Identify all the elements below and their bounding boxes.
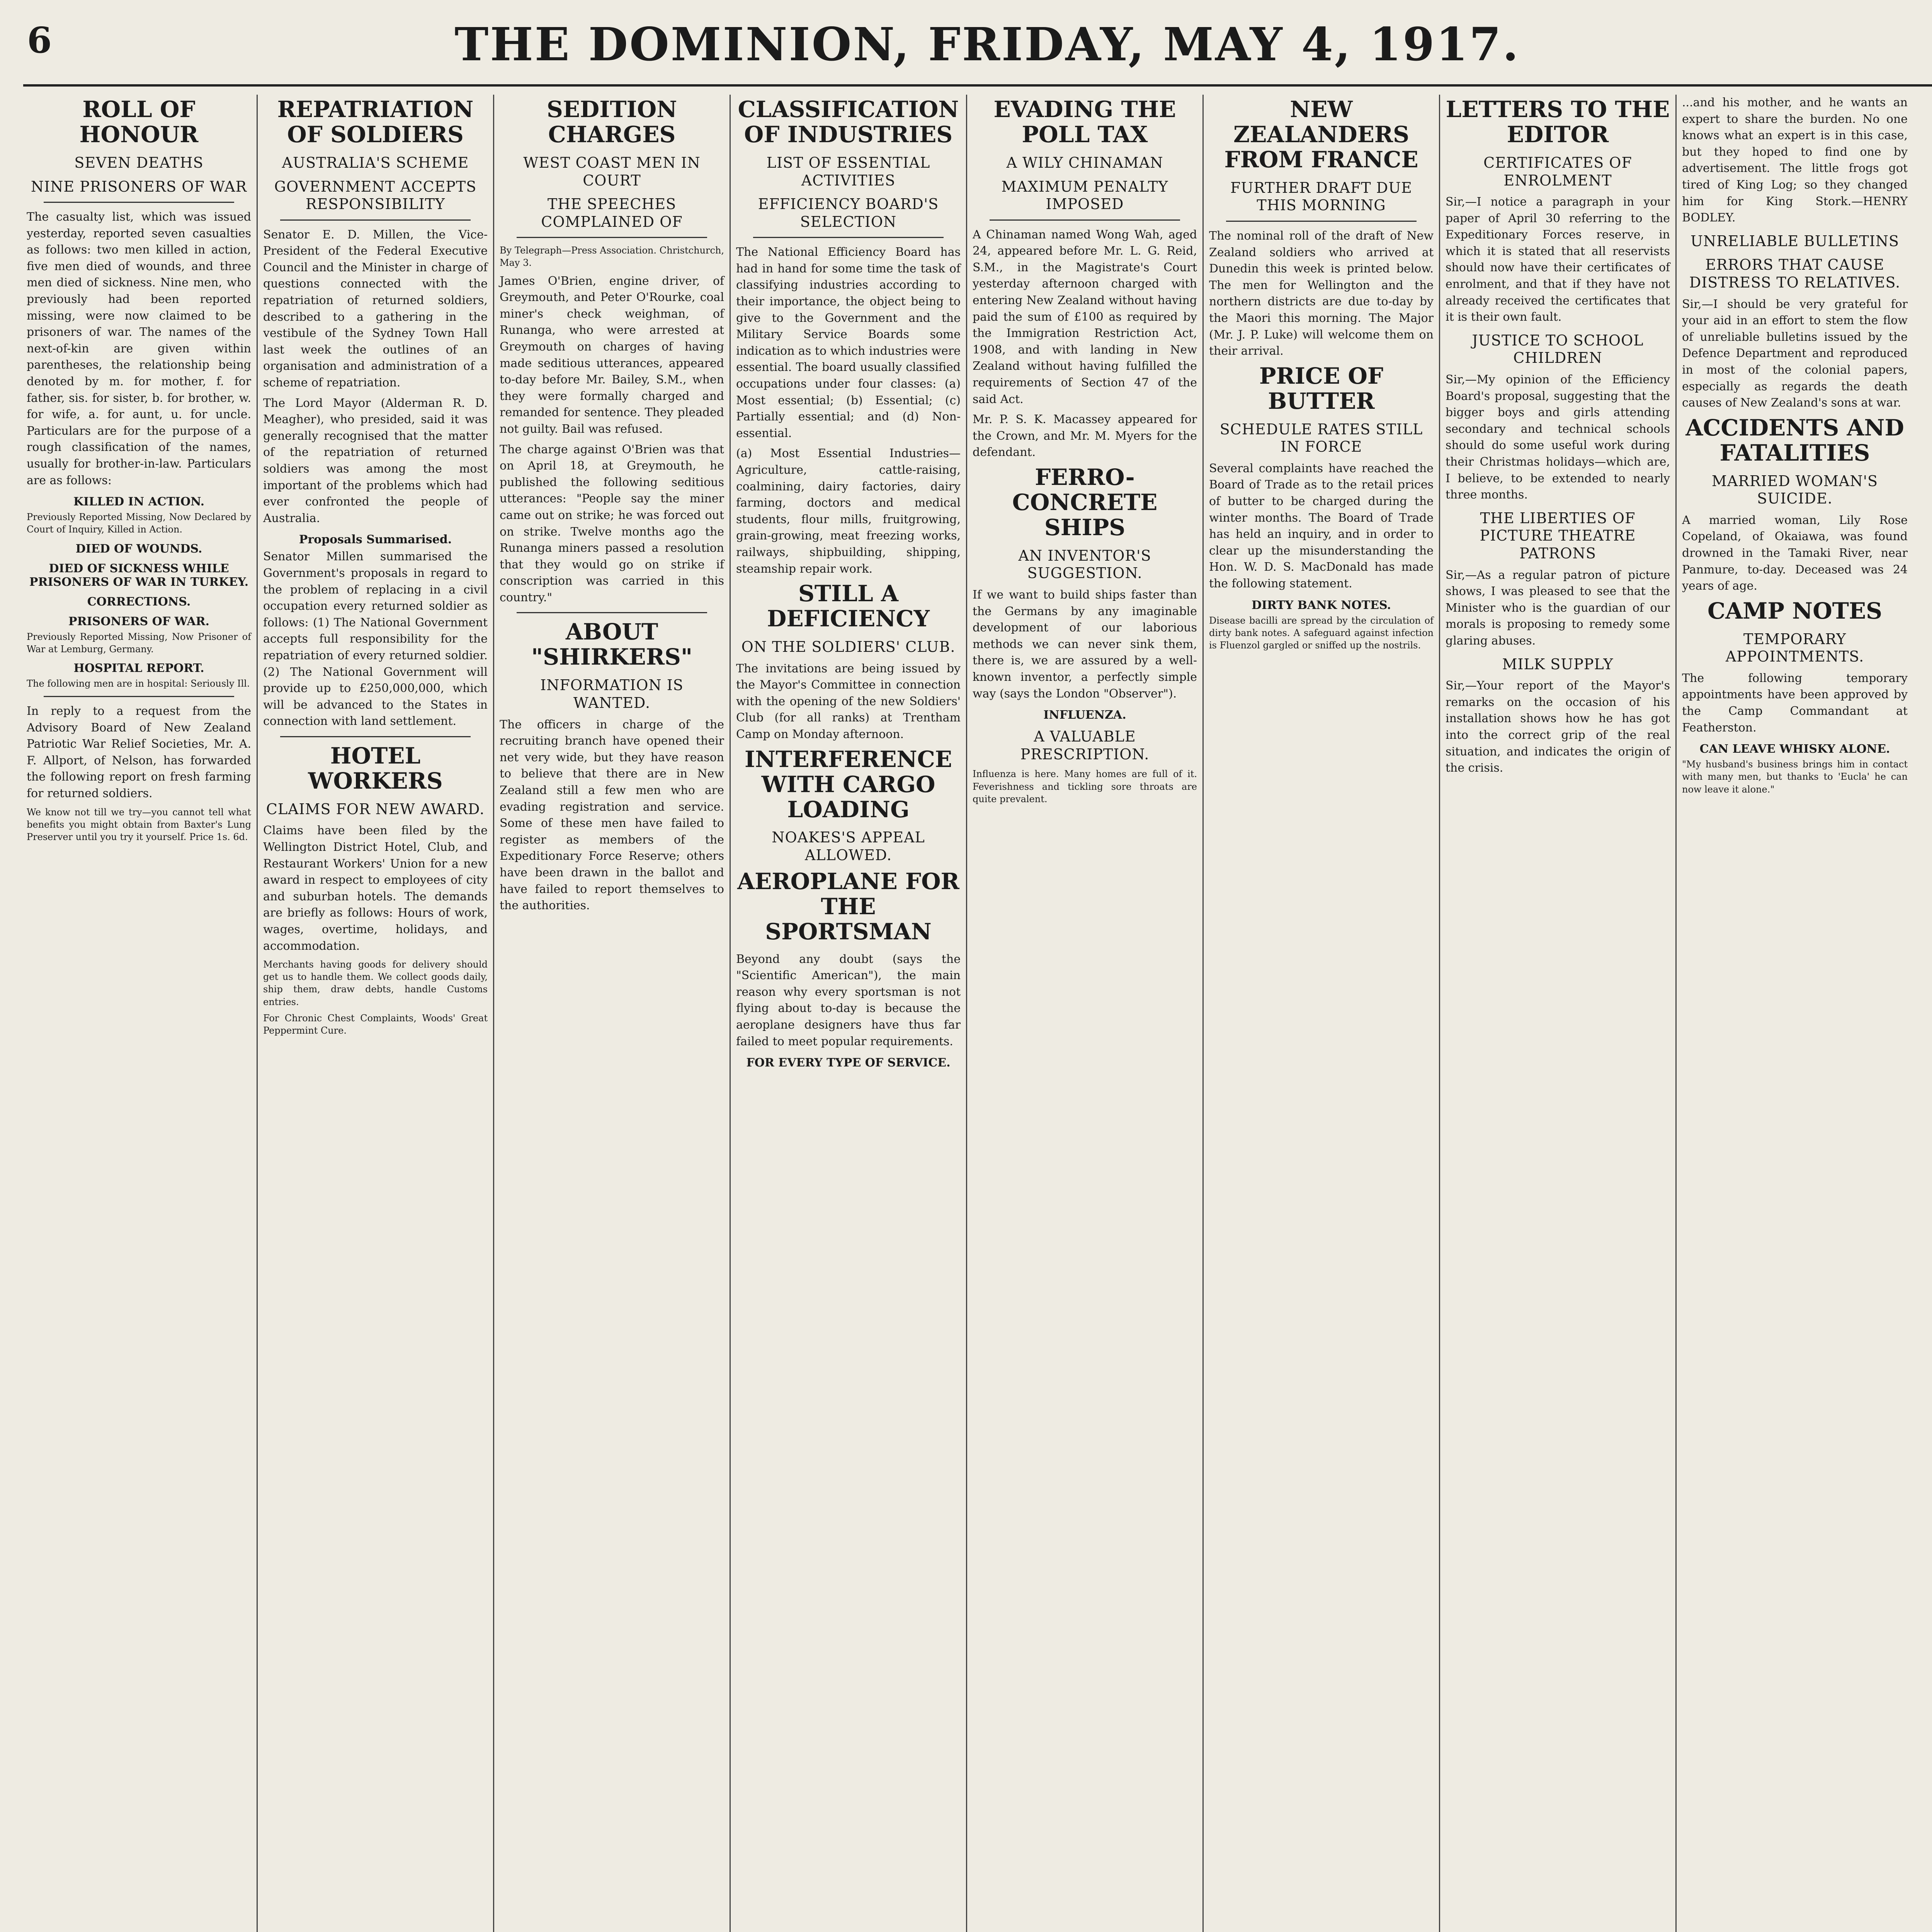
shirkers-paragraph: The officers in charge of the recruiting branch have opened their net very wide, but they have reason to believe that there are in New Zealand still a few men who are evading registration and service. Some of these men have failed to register as members of the Expeditionary Force Reserve; others have been drawn in the ballot and have failed to report themselves to the authorities. <box>500 718 724 913</box>
roll-headline: ROLL OF HONOUR <box>79 96 199 148</box>
letters-paragraph: Sir,—As a regular patron of picture shows, I was pleased to see that the Minister who is the guardian of our morals is proposing to remedy some glaring abuses. <box>1446 568 1670 648</box>
evading-subhead-chinaman: A WILY CHINAMAN <box>1006 154 1163 171</box>
repat-paragraph: The Lord Mayor (Alderman R. D. Meagher), who presided, said it was generally recognised that the matter of the repatriation of returned soldiers was among the most important of the problems which had ever confronted the people of Australia. <box>263 396 488 525</box>
influenza-subhead: A VALUABLE PRESCRIPTION. <box>1020 728 1150 763</box>
letters-subhead-theatre: THE LIBERTIES OF PICTURE THEATRE PATRONS <box>1480 509 1636 562</box>
letters-paragraph: Sir,—My opinion of the Efficiency Board's proposal, suggesting that the bigger boys and girls attending secondary and technical schools should do some useful work during their Christmas holidays—which are, I believe, to be extended to nearly three months. <box>1446 373 1670 502</box>
repat-advertisement: Merchants having goods for delivery should get us to handle them. We collect goods daily, ship them, draw debts, handle Customs entries. <box>263 959 488 1007</box>
service-advertisement-heading: FOR EVERY TYPE OF SERVICE. <box>746 1056 951 1070</box>
roll-farming-report: In reply to a request from the Advisory Board of New Zealand Patriotic War Relief Societies, Mr. A. F. Allport, of Nelson, has forwarded the following report on fresh farming for returned soldiers. <box>27 704 251 800</box>
column-roll-of-honour <box>21 95 258 1932</box>
sedition-subhead-speeches: THE SPEECHES COMPLAINED OF <box>541 196 683 230</box>
camp-notes-headline: CAMP NOTES <box>1708 597 1882 624</box>
column-classification <box>731 95 967 1932</box>
divider <box>44 696 234 697</box>
divider <box>517 237 707 238</box>
deficiency-subhead: ON THE SOLDIERS' CLUB. <box>741 638 956 656</box>
repat-subhead-government: GOVERNMENT ACCEPTS RESPONSIBILITY <box>274 178 477 213</box>
repat-subhead-scheme: AUSTRALIA'S SCHEME <box>282 154 469 171</box>
ferro-headline: FERRO-CONCRETE SHIPS <box>1012 464 1158 541</box>
roll-killed-note: Previously Reported Missing, Now Declared by Court of Inquiry, Killed in Action. <box>27 512 251 535</box>
repat-paragraph: Senator Millen summarised the Government's proposals in regard to the problem of replacing in a civil occupation every returned soldier as follows: (1) The National Government accepts full responsibility for the repatriation of every returned soldier. (2) The National Government will provide up to £250,000,000, which will be advanced to the States in connection with land settlement. <box>263 550 488 728</box>
repat-proposals-heading: Proposals Summarised. <box>299 533 452 547</box>
roll-subhead-prisoners: NINE PRISONERS OF WAR <box>31 178 247 195</box>
accidents-headline: ACCIDENTS AND FATALITIES <box>1685 414 1904 466</box>
repat-advertisement: For Chronic Chest Complaints, Woods' Great Peppermint Cure. <box>263 1012 488 1036</box>
bulletins-headline: UNRELIABLE BULLETINS <box>1690 232 1900 250</box>
cargo-subhead: NOAKES'S APPEAL ALLOWED. <box>772 829 925 864</box>
divider <box>280 219 471 221</box>
letters-headline: LETTERS TO THE EDITOR <box>1446 96 1670 148</box>
newspaper-title: THE DOMINION, FRIDAY, MAY 4, 1917. <box>454 17 1520 71</box>
repat-headline: REPATRIATION OF SOLDIERS <box>277 96 474 148</box>
roll-heading-sickness: DIED OF SICKNESS WHILE PRISONERS OF WAR IN TURKEY. <box>29 561 249 589</box>
column-new-zealanders <box>1204 95 1440 1932</box>
roll-advertisement: We know not till we try—you cannot tell what benefits you might obtain from Baxter's Lung Preserver until you try it yourself. Price 1s. 6d. <box>27 806 251 842</box>
sedition-paragraph: The charge against O'Brien was that on April 18, at Greymouth, he published the following seditious utterances: "People say the miner came out on strike; he was forced out on strike. Twelve months ago the Runanga miners passed a resolution that they would go on strike if conscription was carried in this country." <box>500 442 724 604</box>
whisky-heading: CAN LEAVE WHISKY ALONE. <box>1699 742 1890 756</box>
roll-heading-wounds: DIED OF WOUNDS. <box>75 542 202 556</box>
bulletins-paragraph: Sir,—I should be very grateful for your aid in an effort to stem the flow of unreliable bulletins issued by the Defence Department and reproduced in most of the colonial papers, especially as regards the death causes of New Zealand's sons at war. <box>1682 297 1908 410</box>
evading-headline: EVADING THE POLL TAX <box>993 96 1176 148</box>
letters-subhead-enrolment: CERTIFICATES OF ENROLMENT <box>1483 154 1632 189</box>
aeroplane-paragraph: Beyond any doubt (says the "Scientific American"), the main reason why every sportsman is not flying about to-day is because the aeroplane designers have thus far failed to meet popular requirements. <box>736 952 961 1048</box>
bank-notes-heading: DIRTY BANK NOTES. <box>1252 598 1391 612</box>
suicide-subhead: MARRIED WOMAN'S SUICIDE. <box>1711 472 1878 507</box>
letters-paragraph: Sir,—I notice a paragraph in your paper of April 30 referring to the Expeditionary Forces reserve, in which it is stated that all reservists should now have their certificates of enrolment, and that if they have not already received the certificates that it is their own fault. <box>1446 195 1670 324</box>
nz-men-headline: NEW ZEALANDERS FROM FRANCE <box>1224 96 1418 173</box>
column-repatriation <box>258 95 494 1932</box>
butter-headline: PRICE OF BUTTER <box>1259 362 1384 414</box>
divider <box>753 237 944 238</box>
bank-notes-paragraph: Disease bacilli are spread by the circulation of dirty bank notes. A safeguard against infection is Fluenzol gargled or sniffed up the nostrils. <box>1209 615 1434 651</box>
column-letters <box>1440 95 1677 1932</box>
sedition-paragraph: James O'Brien, engine driver, of Greymouth, and Peter O'Rourke, coal miner's check weighman, of Runanga, who were arrested at Greymouth on charges of having made seditious utterances, appeared to-day before Mr. Bailey, S.M., when they were formally charged and remanded for sentence. They pleaded not guilty. Bail was refused. <box>500 274 724 436</box>
influenza-paragraph: Influenza is here. Many homes are full of it. Feverishness and tickling sore throats are quite prevalent. <box>973 769 1197 804</box>
roll-heading-corrections: CORRECTIONS. <box>87 595 191 609</box>
roll-heading-killed: KILLED IN ACTION. <box>73 495 205 509</box>
column-evading-poll-tax <box>967 95 1204 1932</box>
roll-hospital-note: The following men are in hospital: Seriously Ill. <box>27 678 250 689</box>
divider <box>44 202 234 203</box>
suicide-paragraph: A married woman, Lily Rose Copeland, of Okaiawa, was found drowned in the Tamaki River, near Panmure, to-day. Deceased was 24 years of age. <box>1682 513 1908 593</box>
deficiency-headline: STILL A DEFICIENCY <box>767 580 930 632</box>
sedition-headline: SEDITION CHARGES <box>546 96 677 148</box>
evading-paragraph: Mr. P. S. K. Macassey appeared for the Crown, and Mr. M. Myers for the defendant. <box>973 413 1197 459</box>
hotel-subhead: CLAIMS FOR NEW AWARD. <box>266 800 485 818</box>
evading-subhead-penalty: MAXIMUM PENALTY IMPOSED <box>1001 178 1168 213</box>
butter-paragraph: Several complaints have reached the Board of Trade as to the retail prices of butter to be charged during the winter months. The Board of Trade has held an inquiry, and in order to clear up the misunderstanding the Hon. W. D. S. MacDonald has made the following statement. <box>1209 461 1434 591</box>
evading-paragraph: A Chinaman named Wong Wah, aged 24, appeared before Mr. L. G. Reid, S.M., in the Magistrate's Court yesterday afternoon charged with entering New Zealand without having paid the sum of £100 as required by the Immigration Restriction Act, 1908, and with landing in New Zealand without having fulfilled the requirements of Section 47 of the said Act. <box>973 228 1197 406</box>
butter-subhead: SCHEDULE RATES STILL IN FORCE <box>1219 420 1423 456</box>
letter-continuation: ...and his mother, and he wants an expert to share the burden. No one knows what an expert is in this case, but they hoped to find one by advertisement. The little frogs got tired of King Log; so they changed him for King Stork.—HENRY BODLEY. <box>1682 96 1908 225</box>
divider <box>517 612 707 613</box>
cargo-headline: INTERFERENCE WITH CARGO LOADING <box>745 746 952 823</box>
ferro-paragraph: If we want to build ships faster than the Germans by any imaginable development of our laborious methods we can never sink them, there is, we are assured by a well-known inventor, a perfectly simple way (says the London "Observer"). <box>973 588 1197 701</box>
deficiency-paragraph: The invitations are being issued by the Mayor's Committee in connection with the opening of the new Soldiers' Club (for all ranks) at Trentham Camp on Monday afternoon. <box>736 662 961 742</box>
letters-subhead-school: JUSTICE TO SCHOOL CHILDREN <box>1472 332 1644 367</box>
shirkers-subhead: INFORMATION IS WANTED. <box>540 677 684 711</box>
classification-subhead-board: EFFICIENCY BOARD'S SELECTION <box>758 196 939 230</box>
classification-paragraph: The National Efficiency Board has had in hand for some time the task of classifying industries according to their importance, the object being to give to the Government and the Military Service Boards some indication as to which industries were essential. The board usually classified occupations under four classes: (a) Most essential; (b) Essential; (c) Partially essential; and (d) Non-essential. <box>736 245 961 440</box>
page-number: 6 <box>27 19 52 61</box>
classification-paragraph: (a) Most Essential Industries—Agriculture, cattle-raising, coalmining, dairy factories, dairy farming, doctors and medical students, flour mills, fruitgrowing, grain-growing, meat freezing works, railways, shipbuilding, shipping, steamship repair work. <box>736 447 961 576</box>
masthead <box>23 8 1932 87</box>
letters-paragraph: Sir,—Your report of the Mayor's remarks on the occasion of his installation shows how he has got into the correct grip of the real situation, and indicates the origin of the crisis. <box>1446 679 1670 775</box>
roll-heading-prisoners: PRISONERS OF WAR. <box>68 614 209 628</box>
shirkers-headline: ABOUT "SHIRKERS" <box>531 619 693 670</box>
divider <box>280 736 471 737</box>
camp-notes-subhead: TEMPORARY APPOINTMENTS. <box>1725 630 1864 665</box>
repat-paragraph: Senator E. D. Millen, the Vice-President of the Federal Executive Council and the Minister in charge of questions connected with the repatriation of returned soldiers, described to a gathering in the vestibule of the Sydney Town Hall last week the outlines of an organisation and administration of a scheme of repatriation. <box>263 228 488 390</box>
nz-men-subhead: FURTHER DRAFT DUE THIS MORNING <box>1230 179 1412 214</box>
column-sedition <box>494 95 731 1932</box>
roll-subhead-deaths: SEVEN DEATHS <box>74 154 204 171</box>
article-columns <box>21 95 1932 1932</box>
nz-men-paragraph: The nominal roll of the draft of New Zealand soldiers who arrived at Dunedin this week is printed below. The men for Wellington and the northern districts are due to-day by the Maori this morning. The Major (Mr. J. P. Luke) will welcome them on their arrival. <box>1209 229 1434 358</box>
classification-headline: CLASSIFICATION OF INDUSTRIES <box>738 96 959 148</box>
whisky-paragraph: "My husband's business brings him in contact with many men, but thanks to 'Eucla' he can now leave it alone." <box>1682 759 1908 795</box>
sedition-dateline: By Telegraph—Press Association. Christchurch, May 3. <box>500 245 724 269</box>
sedition-subhead-court: WEST COAST MEN IN COURT <box>523 154 701 189</box>
letters-subhead-milk: MILK SUPPLY <box>1502 655 1614 673</box>
aeroplane-headline: AEROPLANE FOR THE SPORTSMAN <box>737 868 959 945</box>
column-bulletins <box>1677 95 1913 1932</box>
roll-intro: The casualty list, which was issued yesterday, reported seven casualties as follows: two men killed in action, five men died of wounds, and three men died of sickness. Nine men, who previously had been reported missing, were now claimed to be prisoners of war. The names of the next-of-kin are given within parentheses, the relationship being denoted by m. for mother, f. for father, sis. for sister, b. for brother, w. for wife, a. for aunt, u. for uncle. Particulars are for the purpose of a rough classification of the names, usually for brother-in-law. Particulars are as follows: <box>27 210 251 487</box>
bulletins-subhead: ERRORS THAT CAUSE DISTRESS TO RELATIVES. <box>1689 256 1901 291</box>
divider <box>1226 221 1417 222</box>
roll-heading-hospital: HOSPITAL REPORT. <box>73 661 204 675</box>
influenza-heading: INFLUENZA. <box>1043 708 1126 722</box>
divider <box>990 219 1180 221</box>
hotel-headline: HOTEL WORKERS <box>308 742 443 794</box>
hotel-paragraph: Claims have been filed by the Wellington District Hotel, Club, and Restaurant Workers' Union for a new award in respect to employees of city and suburban hotels. The demands are briefly as follows: Hours of work, wages, overtime, holidays, and accommodation. <box>263 824 488 953</box>
roll-prisoners-note: Previously Reported Missing, Now Prisoner of War at Lemburg, Germany. <box>27 631 251 655</box>
classification-subhead-list: LIST OF ESSENTIAL ACTIVITIES <box>766 154 930 189</box>
ferro-subhead: AN INVENTOR'S SUGGESTION. <box>1018 547 1151 582</box>
camp-notes-paragraph: The following temporary appointments have been approved by the Camp Commandant at Featherston. <box>1682 671 1908 735</box>
masthead-rule <box>23 84 1932 87</box>
